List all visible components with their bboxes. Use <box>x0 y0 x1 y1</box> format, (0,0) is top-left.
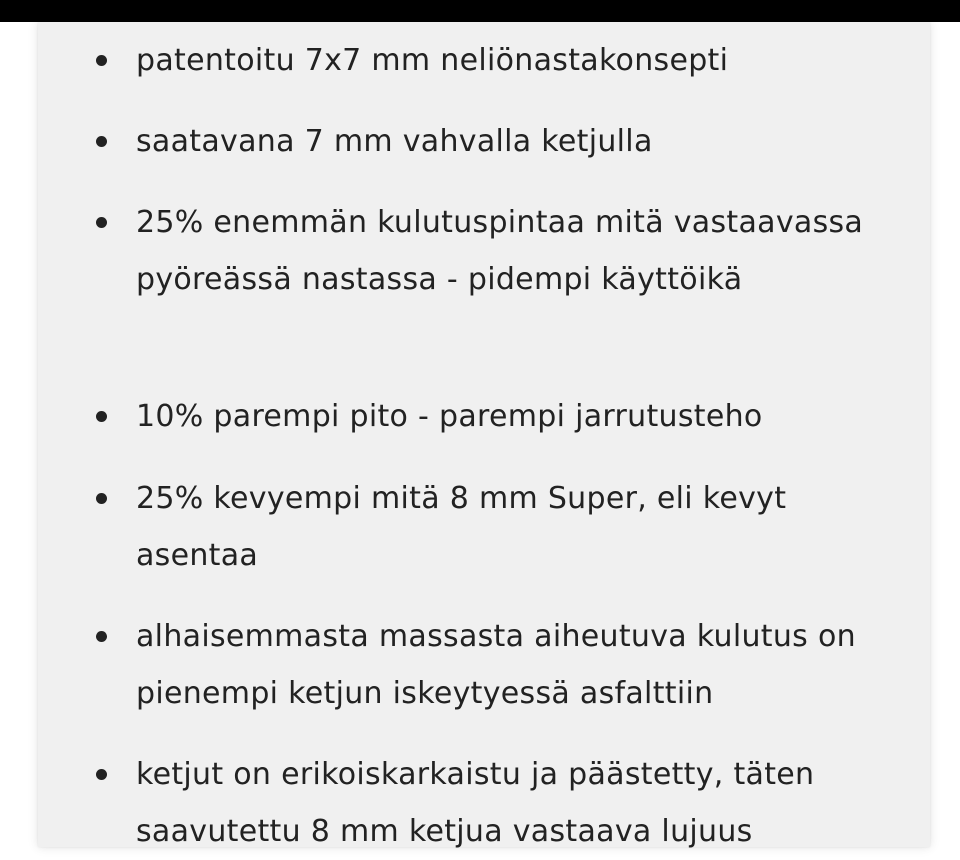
list-item-text: 25% enemmän kulutuspintaa mitä vastaavassa pyöreässä nastassa - pidempi käyttöikä <box>136 205 864 297</box>
bullet-icon <box>96 769 107 780</box>
top-status-bar <box>0 0 960 22</box>
list-item-text: saatavana 7 mm vahvalla ketjulla <box>136 124 653 159</box>
bullet-icon <box>96 55 107 66</box>
list-item-text: 25% kevyempi mitä 8 mm Super, eli kevyt asentaa <box>136 481 787 573</box>
bullet-icon <box>96 217 107 228</box>
bullet-icon <box>96 631 107 642</box>
bullet-icon <box>96 411 107 422</box>
content-card <box>38 22 930 847</box>
list-item-text: ketjut on erikoiskarkaistu ja päästetty, täten saavutettu 8 mm ketjua vastaava lujuus <box>136 757 815 849</box>
list-item-text: alhaisemmasta massasta aiheutuva kulutus on pienempi ketjun iskeytyessä asfalttiin <box>136 619 856 711</box>
bullet-icon <box>96 493 107 504</box>
bullet-icon <box>96 136 107 147</box>
list-item-text: 10% parempi pito - parempi jarrutusteho <box>136 399 763 434</box>
list-item-text: patentoitu 7x7 mm neliönastakonsepti <box>136 43 729 78</box>
